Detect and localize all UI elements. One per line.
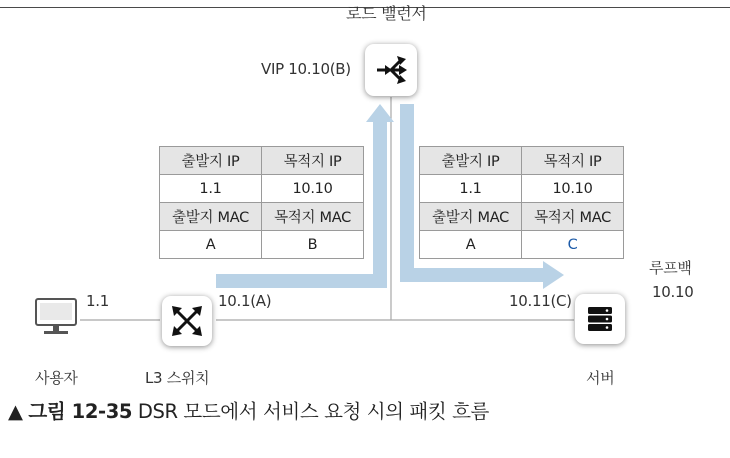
table-cell-highlighted: C — [522, 231, 624, 259]
table-cell: 10.10 — [262, 175, 364, 203]
table-cell: B — [262, 231, 364, 259]
table-cell: 출발지 IP — [420, 147, 522, 175]
table-cell: 출발지 IP — [160, 147, 262, 175]
table-cell: 출발지 MAC — [420, 203, 522, 231]
user-pc-icon — [32, 297, 82, 339]
loopback-ip: 10.10 — [652, 283, 694, 301]
table-row — [420, 175, 624, 203]
vip-label: VIP 10.10(B) — [261, 60, 351, 78]
right-packet-table — [419, 146, 624, 259]
table-row — [160, 147, 364, 175]
table-row — [420, 231, 624, 259]
table-row — [160, 175, 364, 203]
server-device — [575, 294, 625, 344]
caption-text: DSR 모드에서 서비스 요청 시의 패킷 흐름 — [137, 400, 489, 423]
figure-caption — [8, 396, 489, 424]
load-balancer-icon — [374, 55, 408, 85]
load-balancer-device — [365, 44, 417, 96]
server-icon — [586, 305, 614, 333]
table-row — [160, 203, 364, 231]
caption-marker: ▲ — [8, 400, 23, 423]
switch-label: L3 스위치 — [145, 369, 210, 387]
user-ip: 1.1 — [86, 292, 109, 310]
table-row — [420, 147, 624, 175]
table-cell: 목적지 MAC — [522, 203, 624, 231]
table-row — [420, 203, 624, 231]
user-label: 사용자 — [35, 369, 78, 387]
table-cell: 출발지 MAC — [160, 203, 262, 231]
table-cell: 1.1 — [420, 175, 522, 203]
switch-icon — [172, 306, 202, 336]
caption-figure-number: 그림 12-35 — [28, 400, 133, 423]
table-cell: A — [420, 231, 522, 259]
diagram-title: 로드 밸런서 — [346, 4, 427, 23]
left-packet-table — [159, 146, 364, 259]
table-cell: 목적지 IP — [262, 147, 364, 175]
table-cell: 목적지 MAC — [262, 203, 364, 231]
l3-switch-device — [162, 296, 212, 346]
table-cell: 목적지 IP — [522, 147, 624, 175]
loopback-title: 루프백 — [649, 259, 692, 277]
server-ip: 10.11(C) — [509, 292, 572, 310]
switch-ip: 10.1(A) — [218, 292, 272, 310]
table-cell: A — [160, 231, 262, 259]
table-row — [160, 231, 364, 259]
table-cell: 1.1 — [160, 175, 262, 203]
server-label: 서버 — [586, 369, 615, 387]
table-cell: 10.10 — [522, 175, 624, 203]
